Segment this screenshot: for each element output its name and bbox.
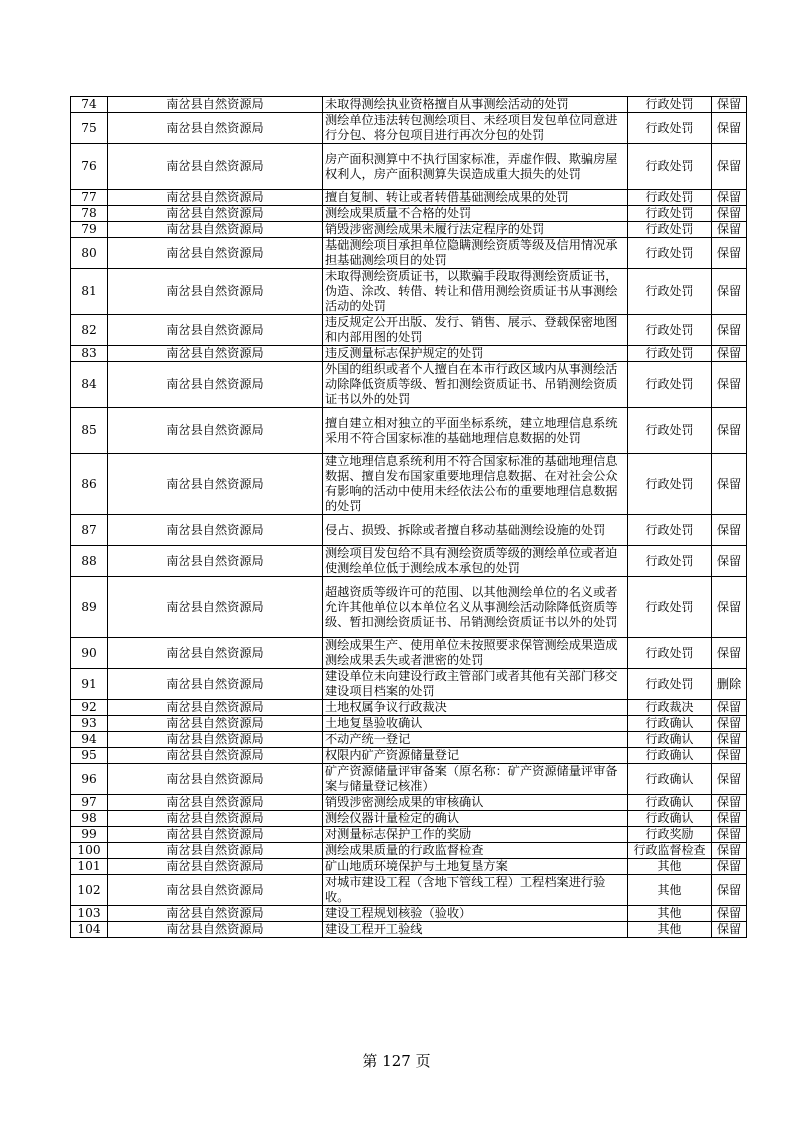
item-name-cell: 违反测量标志保护规定的处罚: [323, 346, 628, 362]
department-cell: 南岔县自然资源局: [108, 408, 323, 454]
table-row: [71, 222, 747, 238]
table-row: [71, 144, 747, 190]
item-name-cell: 建设单位未向建设行政主管部门或者其他有关部门移交建设项目档案的处罚: [323, 669, 628, 700]
row-number: 87: [71, 515, 108, 546]
category-cell: 行政处罚: [628, 144, 712, 190]
row-number: 100: [71, 843, 108, 859]
department-cell: 南岔县自然资源局: [108, 577, 323, 638]
row-number: 81: [71, 269, 108, 315]
status-cell: 保留: [712, 748, 747, 764]
item-name-cell: 未取得测绘执业资格擅自从事测绘活动的处罚: [323, 97, 628, 113]
row-number: 95: [71, 748, 108, 764]
item-name-cell: 销毁涉密测绘成果未履行法定程序的处罚: [323, 222, 628, 238]
item-name-cell: 未取得测绘资质证书，以欺骗手段取得测绘资质证书，伪造、涂改、转借、转让和借用测绘资质证书从事测绘活动的处罚: [323, 269, 628, 315]
status-cell: 保留: [712, 362, 747, 408]
status-cell: 保留: [712, 859, 747, 875]
item-name-cell: 测绘仪器计量检定的确认: [323, 811, 628, 827]
status-cell: 保留: [712, 190, 747, 206]
table-row: [71, 362, 747, 408]
category-cell: 其他: [628, 875, 712, 906]
item-name-cell: 对城市建设工程（含地下管线工程）工程档案进行验收。: [323, 875, 628, 906]
department-cell: 南岔县自然资源局: [108, 144, 323, 190]
item-name-cell: 基础测绘项目承担单位隐瞒测绘资质等级及信用情况承担基础测绘项目的处罚: [323, 238, 628, 269]
category-cell: 行政处罚: [628, 206, 712, 222]
table-row: [71, 906, 747, 922]
item-name-cell: 权限内矿产资源储量登记: [323, 748, 628, 764]
item-name-cell: 销毁涉密测绘成果的审核确认: [323, 795, 628, 811]
row-number: 76: [71, 144, 108, 190]
table-row: [71, 875, 747, 906]
status-cell: 保留: [712, 222, 747, 238]
table-row: [71, 811, 747, 827]
status-cell: 保留: [712, 922, 747, 938]
status-cell: 保留: [712, 795, 747, 811]
table-row: [71, 732, 747, 748]
table-row: [71, 577, 747, 638]
department-cell: 南岔县自然资源局: [108, 190, 323, 206]
category-cell: 行政处罚: [628, 346, 712, 362]
category-cell: 行政奖励: [628, 827, 712, 843]
category-cell: 其他: [628, 922, 712, 938]
item-name-cell: 擅自建立相对独立的平面坐标系统，建立地理信息系统采用不符合国家标准的基础地理信息数据的处罚: [323, 408, 628, 454]
status-cell: 保留: [712, 875, 747, 906]
status-cell: 保留: [712, 827, 747, 843]
department-cell: 南岔县自然资源局: [108, 716, 323, 732]
row-number: 101: [71, 859, 108, 875]
category-cell: 行政处罚: [628, 515, 712, 546]
item-name-cell: 对测量标志保护工作的奖励: [323, 827, 628, 843]
status-cell: 保留: [712, 315, 747, 346]
row-number: 99: [71, 827, 108, 843]
row-number: 96: [71, 764, 108, 795]
status-cell: 保留: [712, 144, 747, 190]
category-cell: 行政确认: [628, 716, 712, 732]
status-cell: 保留: [712, 764, 747, 795]
department-cell: 南岔县自然资源局: [108, 906, 323, 922]
category-cell: 行政处罚: [628, 362, 712, 408]
item-name-cell: 测绘单位违法转包测绘项目、未经项目发包单位同意进行分包、将分包项目进行再次分包的处罚: [323, 113, 628, 144]
table-row: [71, 454, 747, 515]
table-row: [71, 922, 747, 938]
status-cell: 保留: [712, 716, 747, 732]
status-cell: 保留: [712, 577, 747, 638]
row-number: 74: [71, 97, 108, 113]
category-cell: 行政处罚: [628, 669, 712, 700]
status-cell: 保留: [712, 408, 747, 454]
department-cell: 南岔县自然资源局: [108, 638, 323, 669]
department-cell: 南岔县自然资源局: [108, 795, 323, 811]
table-row: [71, 546, 747, 577]
category-cell: 行政处罚: [628, 269, 712, 315]
table-row: [71, 843, 747, 859]
table-row: [71, 669, 747, 700]
department-cell: 南岔县自然资源局: [108, 843, 323, 859]
department-cell: 南岔县自然资源局: [108, 97, 323, 113]
department-cell: 南岔县自然资源局: [108, 113, 323, 144]
status-cell: 保留: [712, 843, 747, 859]
table-row: [71, 408, 747, 454]
row-number: 88: [71, 546, 108, 577]
item-name-cell: 不动产统一登记: [323, 732, 628, 748]
table-row: [71, 827, 747, 843]
category-cell: 行政处罚: [628, 408, 712, 454]
item-name-cell: 测绘项目发包给不具有测绘资质等级的测绘单位或者迫使测绘单位低于测绘成本承包的处罚: [323, 546, 628, 577]
department-cell: 南岔县自然资源局: [108, 764, 323, 795]
row-number: 86: [71, 454, 108, 515]
item-name-cell: 侵占、损毁、拆除或者擅自移动基础测绘设施的处罚: [323, 515, 628, 546]
department-cell: 南岔县自然资源局: [108, 922, 323, 938]
department-cell: 南岔县自然资源局: [108, 346, 323, 362]
item-name-cell: 矿产资源储量评审备案（原名称：矿产资源储量评审备案与储量登记核准）: [323, 764, 628, 795]
row-number: 80: [71, 238, 108, 269]
item-name-cell: 建设工程开工验线: [323, 922, 628, 938]
status-cell: 保留: [712, 454, 747, 515]
item-name-cell: 测绘成果生产、使用单位未按照要求保管测绘成果造成测绘成果丢失或者泄密的处罚: [323, 638, 628, 669]
table-row: [71, 190, 747, 206]
item-name-cell: 测绘成果质量的行政监督检查: [323, 843, 628, 859]
status-cell: 保留: [712, 546, 747, 577]
department-cell: 南岔县自然资源局: [108, 875, 323, 906]
row-number: 97: [71, 795, 108, 811]
status-cell: 保留: [712, 700, 747, 716]
category-cell: 行政处罚: [628, 190, 712, 206]
department-cell: 南岔县自然资源局: [108, 206, 323, 222]
department-cell: 南岔县自然资源局: [108, 859, 323, 875]
status-cell: 保留: [712, 206, 747, 222]
department-cell: 南岔县自然资源局: [108, 269, 323, 315]
row-number: 98: [71, 811, 108, 827]
row-number: 84: [71, 362, 108, 408]
item-name-cell: 房产面积测算中不执行国家标准，弄虚作假、欺骗房屋权利人，房产面积测算失误造成重大损失的处罚: [323, 144, 628, 190]
category-cell: 行政处罚: [628, 222, 712, 238]
table-row: [71, 700, 747, 716]
row-number: 91: [71, 669, 108, 700]
table-row: [71, 748, 747, 764]
page-number: 第 127 页: [362, 1052, 431, 1070]
row-number: 85: [71, 408, 108, 454]
row-number: 94: [71, 732, 108, 748]
row-number: 104: [71, 922, 108, 938]
item-name-cell: 土地权属争议行政裁决: [323, 700, 628, 716]
item-name-cell: 超越资质等级许可的范围、以其他测绘单位的名义或者允许其他单位以本单位名义从事测绘活动除降低资质等级、暂扣测绘资质证书、吊销测绘资质证书以外的处罚: [323, 577, 628, 638]
status-cell: 保留: [712, 732, 747, 748]
table-row: [71, 269, 747, 315]
status-cell: 删除: [712, 669, 747, 700]
department-cell: 南岔县自然资源局: [108, 315, 323, 346]
category-cell: 行政处罚: [628, 238, 712, 269]
category-cell: 行政处罚: [628, 638, 712, 669]
row-number: 92: [71, 700, 108, 716]
row-number: 83: [71, 346, 108, 362]
category-cell: 其他: [628, 906, 712, 922]
status-cell: 保留: [712, 638, 747, 669]
table-row: [71, 716, 747, 732]
category-cell: 行政处罚: [628, 454, 712, 515]
category-cell: 行政处罚: [628, 315, 712, 346]
item-name-cell: 擅自复制、转让或者转借基础测绘成果的处罚: [323, 190, 628, 206]
item-name-cell: 土地复垦验收确认: [323, 716, 628, 732]
table-row: [71, 859, 747, 875]
row-number: 79: [71, 222, 108, 238]
status-cell: 保留: [712, 269, 747, 315]
category-cell: 行政确认: [628, 811, 712, 827]
category-cell: 行政监督检查: [628, 843, 712, 859]
department-cell: 南岔县自然资源局: [108, 362, 323, 408]
category-cell: 行政确认: [628, 795, 712, 811]
category-cell: 行政确认: [628, 732, 712, 748]
status-cell: 保留: [712, 515, 747, 546]
table-row: [71, 764, 747, 795]
row-number: 78: [71, 206, 108, 222]
status-cell: 保留: [712, 906, 747, 922]
department-cell: 南岔县自然资源局: [108, 669, 323, 700]
category-cell: 其他: [628, 859, 712, 875]
table-row: [71, 638, 747, 669]
item-name-cell: 测绘成果质量不合格的处罚: [323, 206, 628, 222]
table-body: [71, 97, 747, 938]
row-number: 93: [71, 716, 108, 732]
status-cell: 保留: [712, 346, 747, 362]
table-row: [71, 206, 747, 222]
table-row: [71, 515, 747, 546]
department-cell: 南岔县自然资源局: [108, 748, 323, 764]
table-row: [71, 97, 747, 113]
status-cell: 保留: [712, 97, 747, 113]
category-cell: 行政裁决: [628, 700, 712, 716]
row-number: 82: [71, 315, 108, 346]
department-cell: 南岔县自然资源局: [108, 700, 323, 716]
item-name-cell: 外国的组织或者个人擅自在本市行政区域内从事测绘活动除降低资质等级、暂扣测绘资质证书、吊销测绘资质证书以外的处罚: [323, 362, 628, 408]
table-row: [71, 795, 747, 811]
item-name-cell: 违反规定公开出版、发行、销售、展示、登载保密地图和内部用图的处罚: [323, 315, 628, 346]
row-number: 103: [71, 906, 108, 922]
status-cell: 保留: [712, 238, 747, 269]
status-cell: 保留: [712, 811, 747, 827]
category-cell: 行政确认: [628, 764, 712, 795]
row-number: 75: [71, 113, 108, 144]
table-row: [71, 238, 747, 269]
status-cell: 保留: [712, 113, 747, 144]
item-name-cell: 矿山地质环境保护与土地复垦方案: [323, 859, 628, 875]
item-name-cell: 建设工程规划核验（验收）: [323, 906, 628, 922]
table-row: [71, 346, 747, 362]
category-cell: 行政确认: [628, 748, 712, 764]
item-list-table: [70, 96, 747, 938]
department-cell: 南岔县自然资源局: [108, 222, 323, 238]
department-cell: 南岔县自然资源局: [108, 546, 323, 577]
department-cell: 南岔县自然资源局: [108, 454, 323, 515]
table-row: [71, 113, 747, 144]
department-cell: 南岔县自然资源局: [108, 238, 323, 269]
department-cell: 南岔县自然资源局: [108, 811, 323, 827]
category-cell: 行政处罚: [628, 113, 712, 144]
row-number: 89: [71, 577, 108, 638]
category-cell: 行政处罚: [628, 97, 712, 113]
department-cell: 南岔县自然资源局: [108, 515, 323, 546]
category-cell: 行政处罚: [628, 546, 712, 577]
category-cell: 行政处罚: [628, 577, 712, 638]
department-cell: 南岔县自然资源局: [108, 732, 323, 748]
row-number: 90: [71, 638, 108, 669]
table-row: [71, 315, 747, 346]
row-number: 77: [71, 190, 108, 206]
item-name-cell: 建立地理信息系统利用不符合国家标准的基础地理信息数据、擅自发布国家重要地理信息数据、在对社会公众有影响的活动中使用未经依法公布的重要地理信息数据的处罚: [323, 454, 628, 515]
department-cell: 南岔县自然资源局: [108, 827, 323, 843]
row-number: 102: [71, 875, 108, 906]
